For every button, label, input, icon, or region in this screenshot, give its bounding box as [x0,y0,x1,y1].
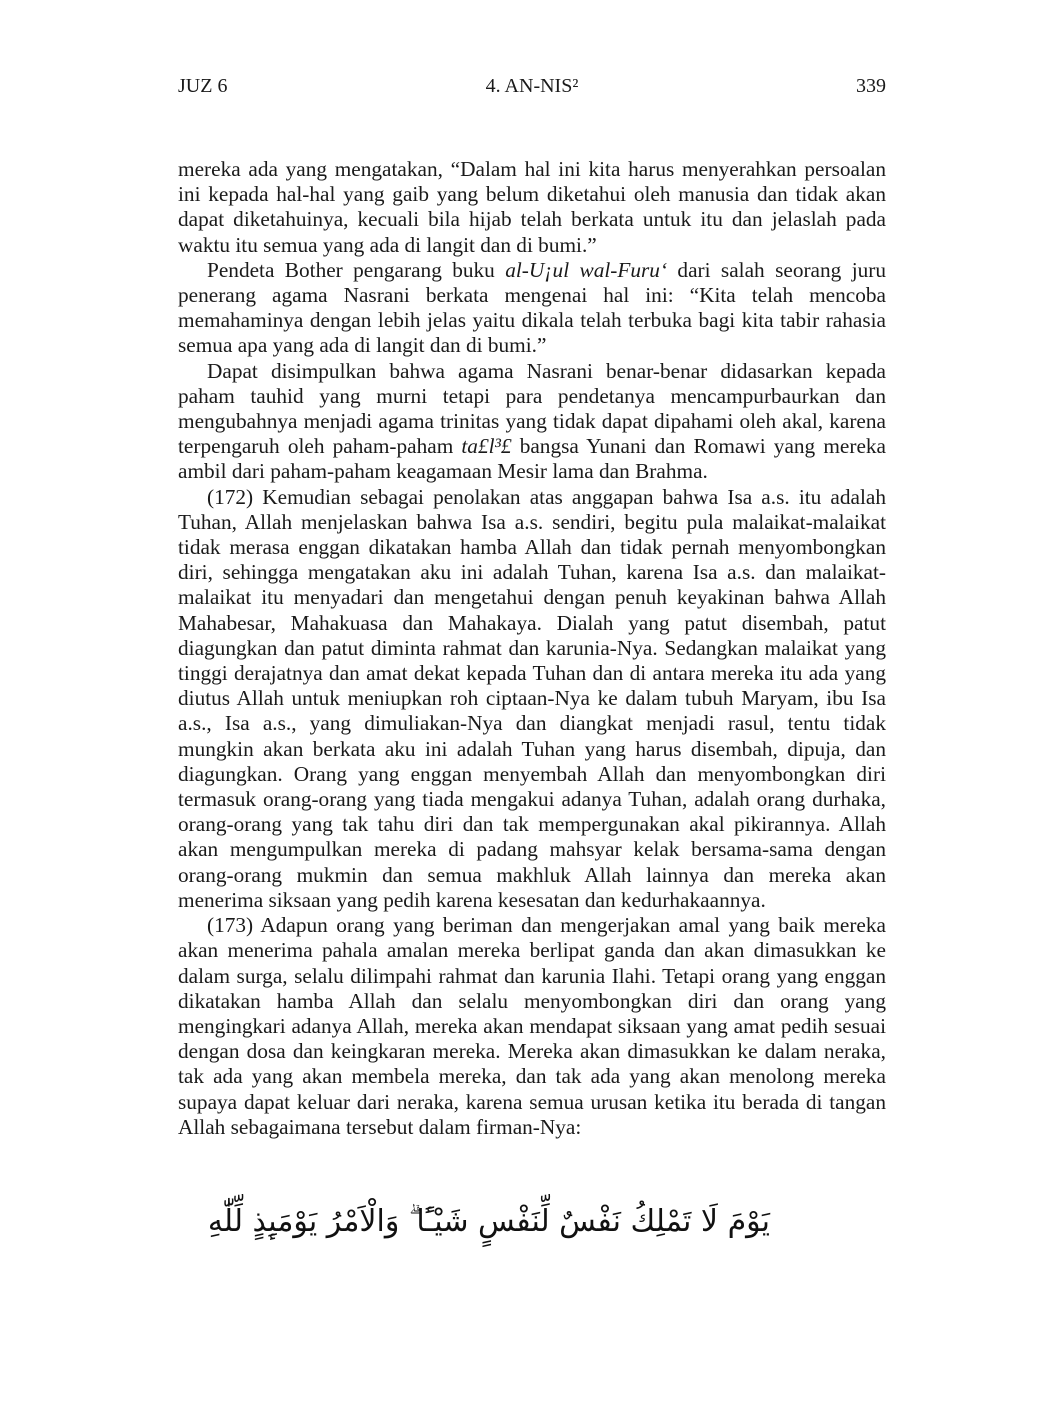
book-title-italic: al-U¡ul wal-Furu‘ [505,257,668,282]
body-text [178,157,886,1140]
paragraph-text-before: Dapat disimpulkan bahwa agama Nasrani benar-benar didasarkan kepada paham tauhid yang murni tetapi para pendetanya mencampurbaurkan dan mengubahnya menjadi agama trinitas yang tidak dapat dipahami oleh akal, karena terpengaruh oleh paham-paham [178,358,886,459]
juz-label: JUZ 6 [178,75,228,97]
paragraph-verse-173: (173) Adapun orang yang beriman dan mengerjakan amal yang baik mereka akan menerima pahala amalan mereka berlipat ganda dan akan dimasukkan ke dalam surga, selalu dilimpahi rahmat dan karunia Ilahi. Tetapi orang yang enggan dikatakan hamba Allah dan selalu menyombongkan diri dan orang yang mengingkari adanya Allah, mereka akan mendapat siksaan yang amat pedih sesuai dengan dosa dan keingkaran mereka. Mereka akan dimasukkan ke dalam neraka, tak ada yang akan membela mereka, dan tak ada yang akan menolong mereka supaya dapat keluar dari neraka, karena semua urusan ketika itu berada di tangan Allah sebagaimana tersebut dalam firman-Nya: [178,913,886,1139]
arabic-verse: يَوْمَ لَا تَمْلِكُ نَفْسٌ لِّنَفْسٍ شَيْـًٔا ۗ وَالْاَمْرُ يَوْمَىِٕذٍ لِّلّٰهِ [207,1204,770,1239]
paragraph-kesimpulan [178,359,886,485]
paragraph-text-before: Pendeta Bother pengarang buku [207,257,506,282]
term-italic: ta£l³£ [461,434,512,459]
paragraph-text-after: bangsa Yunani dan Romawi yang mereka ambil dari paham-paham keagamaan Mesir lama dan Brahma. [178,434,887,484]
surah-title: 4. AN-NIS² [485,75,579,97]
page-header [178,72,886,100]
paragraph-text-after: dari salah seorang juru penerang agama Nasrani berkata mengenai hal ini: “Kita telah mencoba memahaminya dengan lebih jelas yaitu dikala telah terbuka bagi kita tabir rahasia semua apa yang ada di langit dan di bumi.” [178,257,886,358]
paragraph-pendeta-bother [178,258,886,359]
paragraph-verse-172: (172) Kemudian sebagai penolakan atas anggapan bahwa Isa a.s. itu adalah Tuhan, Allah menjelaskan bahwa Isa a.s. sendiri, begitu pula malaikat-malaikat tidak merasa enggan dikatakan hamba Allah dan tidak pernah menyombongkan diri, sehingga mengatakan aku ini adalah Tuhan, karena Isa a.s. dan malaikat-malaikat itu menyadari dan mengetahui dengan penuh keyakinan bahwa Allah Mahabesar, Mahakuasa dan Mahakaya. Dialah yang patut disembah, patut diagungkan dan patut diminta rahmat dan karunia-Nya. Sedangkan malaikat yang tinggi derajatnya dan amat dekat kepada Tuhan dan di antara mereka itu ada yang diutus Allah untuk meniupkan roh ciptaan-Nya ke dalam tubuh Maryam, ibu Isa a.s., Isa a.s., yang dimuliakan-Nya dan diangkat menjadi rasul, tentu tidak mungkin akan berkata aku ini adalah Tuhan yang harus disembah, dipuja, dan diagungkan. Orang yang enggan menyembah Allah dan menyombongkan diri termasuk orang-orang yang tiada mengakui adanya Tuhan, adalah orang durhaka, orang-orang yang tak tahu diri dan tak mempergunakan akal pikirannya. Allah akan mengumpulkan mereka di padang mahsyar kelak bersama-sama dengan orang-orang mukmin dan semua makhluk Allah lainnya dan mereka akan menerima siksaan yang pedih karena kesesatan dan kedurhakaannya. [178,484,886,912]
paragraph-continuation: mereka ada yang mengatakan, “Dalam hal ini kita harus menyerahkan persoalan ini kepada hal-hal yang gaib yang belum diketahui oleh manusia dan tidak akan dapat diketahuinya, kecuali bila hijab telah berkata untuk itu dan jelaslah pada waktu itu semua yang ada di langit dan di bumi.” [178,157,886,257]
page-number: 339 [856,75,886,97]
